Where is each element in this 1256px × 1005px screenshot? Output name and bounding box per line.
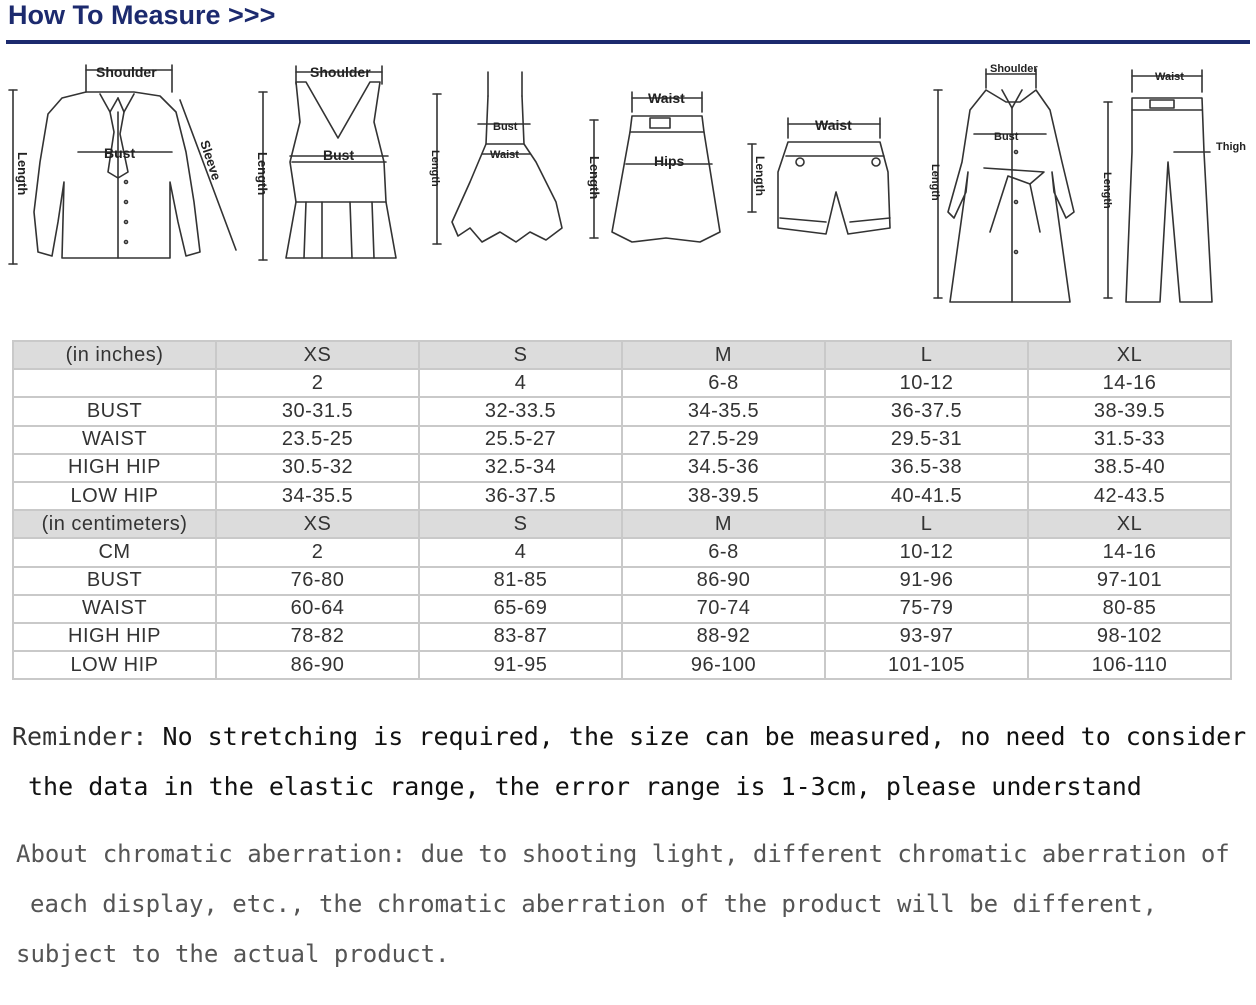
table-cell: LOW HIP <box>13 482 216 510</box>
table-row <box>13 538 1231 566</box>
table-cell: 75-79 <box>825 595 1028 623</box>
table-cell: WAIST <box>13 426 216 454</box>
table-cell: 70-74 <box>622 595 825 623</box>
table-cell: 38-39.5 <box>622 482 825 510</box>
bust-label: Bust <box>994 131 1019 143</box>
chromatic-note: About chromatic aberration: due to shooting light, different chromatic aberration of <box>16 840 1230 868</box>
table-cell: 76-80 <box>216 567 419 595</box>
table-cell: 34.5-36 <box>622 454 825 482</box>
table-row <box>13 397 1231 425</box>
waist-label: Waist <box>815 117 852 133</box>
table-cell <box>13 369 216 397</box>
bust-label: Bust <box>104 145 136 161</box>
table-cell: 34-35.5 <box>216 482 419 510</box>
table-cell: (in inches) <box>13 341 216 369</box>
shoulder-label: Shoulder <box>96 64 157 80</box>
table-cell: 10-12 <box>825 369 1028 397</box>
table-cell: 101-105 <box>825 651 1028 679</box>
length-label: Length <box>587 156 602 200</box>
table-cell: 93-97 <box>825 623 1028 651</box>
table-cell: 91-95 <box>419 651 622 679</box>
table-cell: 6-8 <box>622 369 825 397</box>
table-cell: 42-43.5 <box>1028 482 1231 510</box>
reminder-text: No stretching is required, the size can be measured, no need to consider <box>147 722 1247 751</box>
table-cell: M <box>622 341 825 369</box>
table-cell: 2 <box>216 369 419 397</box>
shoulder-label: Shoulder <box>990 63 1038 75</box>
garment-illustrations <box>0 52 1256 327</box>
waist-label: Waist <box>490 149 519 161</box>
table-cell: 30.5-32 <box>216 454 419 482</box>
thigh-label: Thigh <box>1216 141 1246 153</box>
table-cell: 86-90 <box>216 651 419 679</box>
table-cell: XL <box>1028 510 1231 538</box>
table-cell: 14-16 <box>1028 538 1231 566</box>
tank-top-diagram <box>259 66 396 260</box>
length-label: Length <box>1101 172 1113 209</box>
sleeve-label: Sleeve <box>197 138 225 183</box>
reminder-prefix: Reminder: <box>12 722 148 751</box>
table-row <box>13 426 1231 454</box>
measurement-diagrams <box>0 52 1256 327</box>
table-cell: 31.5-33 <box>1028 426 1231 454</box>
table-cell: 40-41.5 <box>825 482 1028 510</box>
table-cell: 36-37.5 <box>825 397 1028 425</box>
table-row <box>13 482 1231 510</box>
table-cell: 38.5-40 <box>1028 454 1231 482</box>
table-cell: HIGH HIP <box>13 623 216 651</box>
reminder-note <box>12 722 1246 751</box>
chromatic-note-end: subject to the actual product. <box>16 940 450 968</box>
inch-header-row <box>13 341 1231 369</box>
chromatic-note-continued: each display, etc., the chromatic aberration of the product will be different, <box>30 890 1158 918</box>
table-cell: 106-110 <box>1028 651 1231 679</box>
waist-label: Waist <box>648 90 685 106</box>
table-cell: 97-101 <box>1028 567 1231 595</box>
length-label: Length <box>15 152 30 196</box>
table-cell: 30-31.5 <box>216 397 419 425</box>
table-cell: 38-39.5 <box>1028 397 1231 425</box>
table-cell: 4 <box>419 538 622 566</box>
table-cell: XS <box>216 510 419 538</box>
waist-label: Waist <box>1155 71 1184 83</box>
table-cell: 32-33.5 <box>419 397 622 425</box>
table-cell: XL <box>1028 341 1231 369</box>
table-row <box>13 567 1231 595</box>
table-cell: S <box>419 510 622 538</box>
table-cell: 32.5-34 <box>419 454 622 482</box>
table-cell: 27.5-29 <box>622 426 825 454</box>
header-divider <box>6 40 1250 44</box>
table-cell: 83-87 <box>419 623 622 651</box>
bust-label: Bust <box>493 121 518 133</box>
shorts-diagram <box>748 118 890 234</box>
blouse-diagram <box>9 65 236 264</box>
table-cell: L <box>825 510 1028 538</box>
table-cell: WAIST <box>13 595 216 623</box>
table-cell: LOW HIP <box>13 651 216 679</box>
reminder-note-continued: the data in the elastic range, the error range is 1-3cm, please understand <box>28 772 1142 801</box>
table-cell: M <box>622 510 825 538</box>
cm-header-row <box>13 510 1231 538</box>
table-cell: 10-12 <box>825 538 1028 566</box>
table-cell: 88-92 <box>622 623 825 651</box>
table-cell: 65-69 <box>419 595 622 623</box>
table-row <box>13 454 1231 482</box>
table-cell: HIGH HIP <box>13 454 216 482</box>
table-cell: L <box>825 341 1028 369</box>
table-cell: 86-90 <box>622 567 825 595</box>
table-cell: XS <box>216 341 419 369</box>
table-cell: CM <box>13 538 216 566</box>
bust-label: Bust <box>323 147 355 163</box>
coat-diagram <box>934 69 1074 302</box>
length-label: Length <box>753 156 767 196</box>
table-cell: 36.5-38 <box>825 454 1028 482</box>
table-cell: 78-82 <box>216 623 419 651</box>
table-cell: 96-100 <box>622 651 825 679</box>
hips-label: Hips <box>654 153 685 169</box>
table-cell: 80-85 <box>1028 595 1231 623</box>
table-cell: 14-16 <box>1028 369 1231 397</box>
shoulder-label: Shoulder <box>310 64 371 80</box>
length-label: Length <box>255 152 270 196</box>
table-cell: 4 <box>419 369 622 397</box>
table-row <box>13 595 1231 623</box>
table-row <box>13 651 1231 679</box>
page-header <box>6 0 1250 48</box>
table-cell: 25.5-27 <box>419 426 622 454</box>
table-cell: BUST <box>13 397 216 425</box>
table-cell: S <box>419 341 622 369</box>
table-row <box>13 623 1231 651</box>
size-chart-table <box>12 340 1232 680</box>
table-cell: 81-85 <box>419 567 622 595</box>
page-title: How To Measure >>> <box>8 0 276 30</box>
table-cell: BUST <box>13 567 216 595</box>
table-cell: (in centimeters) <box>13 510 216 538</box>
table-cell: 34-35.5 <box>622 397 825 425</box>
length-label: Length <box>929 164 941 201</box>
table-cell: 36-37.5 <box>419 482 622 510</box>
length-label: Length <box>429 150 441 187</box>
table-cell: 6-8 <box>622 538 825 566</box>
table-cell: 98-102 <box>1028 623 1231 651</box>
table-cell: 29.5-31 <box>825 426 1028 454</box>
table-cell: 60-64 <box>216 595 419 623</box>
table-cell: 2 <box>216 538 419 566</box>
trousers-diagram <box>1104 70 1212 302</box>
table-row <box>13 369 1231 397</box>
table-cell: 91-96 <box>825 567 1028 595</box>
table-cell: 23.5-25 <box>216 426 419 454</box>
